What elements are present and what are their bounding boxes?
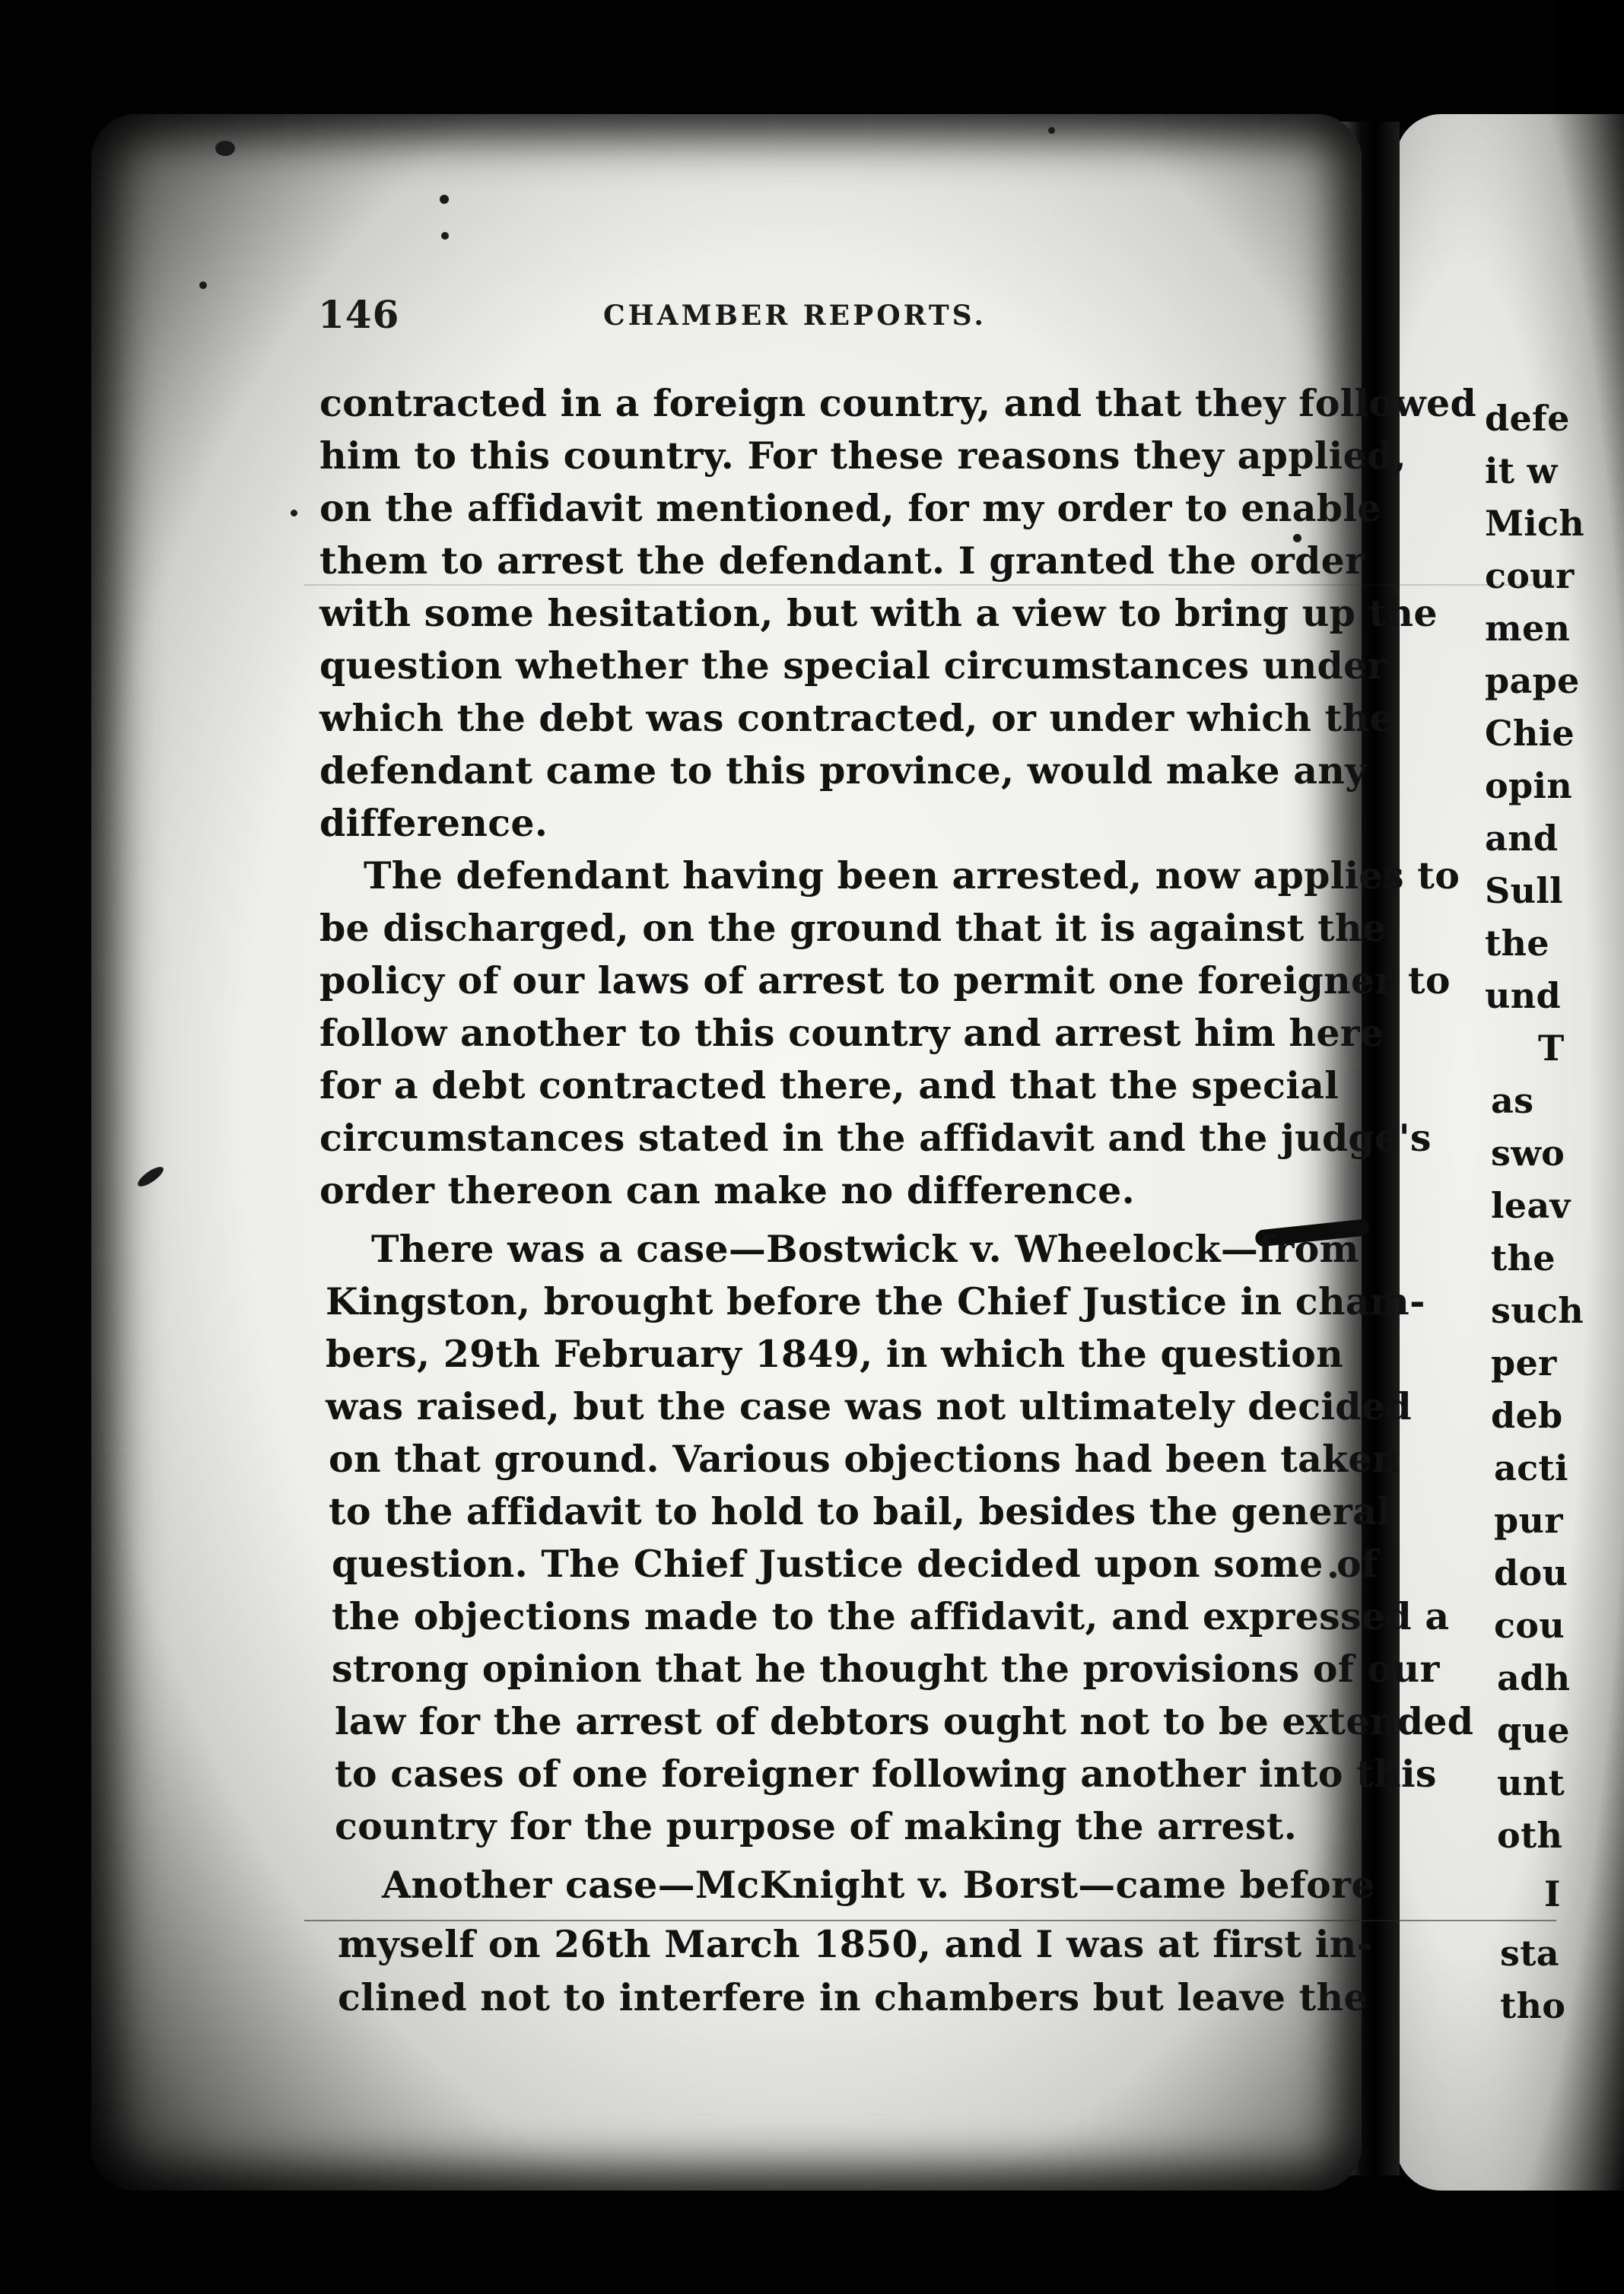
text-line: Chie: [1485, 713, 1575, 754]
text-line: him to this country. For these reasons they applied,: [319, 434, 1406, 478]
text-line: und: [1485, 975, 1561, 1016]
text-line: strong opinion that he thought the provisions of our: [332, 1647, 1440, 1691]
text-line: order thereon can make no difference.: [319, 1168, 1136, 1212]
text-line: policy of our laws of arrest to permit one foreigner to: [319, 958, 1451, 1002]
scan-streak: [304, 584, 1556, 586]
text-line: contracted in a foreign country, and that they followed: [319, 381, 1477, 425]
text-line: T: [1538, 1028, 1565, 1069]
text-line: tho: [1500, 1985, 1566, 2026]
text-line: The defendant having been arrested, now applies to: [364, 853, 1460, 898]
text-line: deb: [1491, 1395, 1563, 1436]
text-line: be discharged, on the ground that it is against the: [319, 906, 1387, 950]
text-line: clined not to interfere in chambers but leave the: [338, 1975, 1368, 2019]
text-line: per: [1491, 1342, 1557, 1384]
text-line: to the affidavit to hold to bail, besides the general: [329, 1489, 1392, 1533]
text-line: men: [1485, 608, 1571, 649]
text-line: Mich: [1485, 503, 1585, 544]
text-line: follow another to this country and arrest him here: [319, 1011, 1384, 1055]
text-line: them to arrest the defendant. I granted the order: [319, 539, 1365, 583]
text-line: the: [1491, 1238, 1556, 1279]
text-line: on the affidavit mentioned, for my order to enable: [319, 486, 1381, 530]
text-line: opin: [1485, 765, 1572, 806]
text-line: Kingston, brought before the Chief Justice in cham-: [326, 1279, 1425, 1323]
text-line: acti: [1494, 1447, 1568, 1489]
text-line: the: [1485, 923, 1549, 964]
text-line: such: [1491, 1290, 1584, 1331]
text-line: pur: [1494, 1500, 1563, 1541]
text-line: on that ground. Various objections had been taken: [329, 1437, 1400, 1481]
text-line: difference.: [319, 801, 548, 845]
ink-speck: [291, 510, 297, 516]
text-line: with some hesitation, but with a view to bring up the: [319, 591, 1438, 635]
text-line: Sull: [1485, 870, 1563, 911]
ink-speck: [440, 195, 449, 204]
text-line: que: [1497, 1710, 1570, 1751]
text-line: was raised, but the case was not ultimately decided: [326, 1384, 1412, 1428]
text-line: defe: [1485, 398, 1570, 439]
text-line: adh: [1497, 1657, 1571, 1698]
text-line: the objections made to the affidavit, and expressed a: [332, 1594, 1450, 1638]
text-line: which the debt was contracted, or under which the: [319, 696, 1394, 740]
text-line: cou: [1494, 1605, 1565, 1646]
text-line: country for the purpose of making the arrest.: [335, 1804, 1298, 1848]
text-line: I: [1544, 1873, 1561, 1914]
page-heading: CHAMBER REPORTS.: [603, 300, 987, 332]
text-line: defendant came to this province, would make any: [319, 748, 1367, 793]
text-line: to cases of one foreigner following another into this: [335, 1752, 1437, 1796]
running-head: [318, 292, 1307, 353]
text-line: circumstances stated in the affidavit and the judge's: [319, 1116, 1432, 1160]
text-line: cour: [1485, 555, 1575, 596]
text-line: Another case—McKnight v. Borst—came before: [382, 1863, 1375, 1907]
ink-speck: [1048, 127, 1055, 134]
text-line: myself on 26th March 1850, and I was at first in-: [338, 1922, 1373, 1966]
text-line: and: [1485, 818, 1559, 859]
ink-speck: [441, 232, 449, 240]
text-line: dou: [1494, 1552, 1568, 1593]
text-line: pape: [1485, 660, 1580, 701]
text-line: unt: [1497, 1762, 1565, 1803]
page-number: 146: [318, 292, 400, 337]
text-line: as: [1491, 1080, 1534, 1121]
text-line: it w: [1485, 450, 1558, 491]
text-line: swo: [1491, 1133, 1565, 1174]
text-line: leav: [1491, 1185, 1571, 1226]
text-line: for a debt contracted there, and that the special: [319, 1063, 1340, 1107]
text-line: There was a case—Bostwick v. Wheelock—from: [371, 1227, 1359, 1271]
ink-speck: [215, 141, 235, 156]
text-line: oth: [1497, 1815, 1563, 1856]
text-line: question. The Chief Justice decided upon some of: [332, 1542, 1378, 1586]
text-line: bers, 29th February 1849, in which the question: [326, 1332, 1344, 1376]
text-line: law for the arrest of debtors ought not to be extended: [335, 1699, 1474, 1743]
ink-speck: [199, 281, 207, 289]
text-line: sta: [1500, 1933, 1559, 1974]
text-line: question whether the special circumstances under: [319, 643, 1387, 688]
